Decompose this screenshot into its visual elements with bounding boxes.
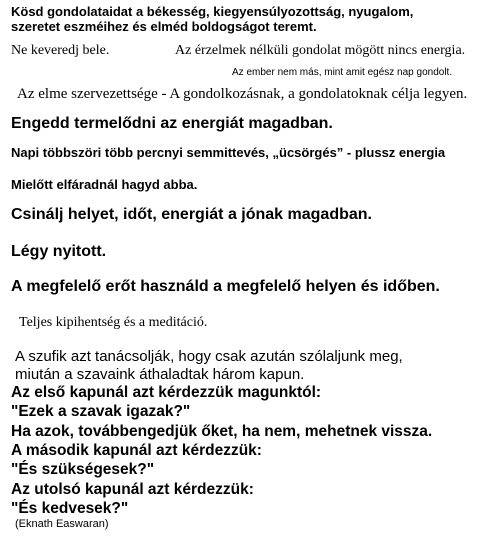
emotionless-thought: Az érzelmek nélküli gondolat mögött nincs energia. — [175, 43, 466, 58]
intro-line-1: Kösd gondolataidat a békesség, kiegyensúlyozottság, nyugalom, — [11, 4, 414, 19]
make-room: Csinálj helyet, időt, energiát a jónak magadban. — [11, 206, 372, 223]
sufi-line-3: Az első kapunál azt kérdezzük magunktól: — [11, 384, 322, 401]
daily-rest: Napi többszöri több percnyi semmittevés, „ücsörgés” - plussz energia — [11, 145, 446, 160]
sufi-line-7: "És szükségesek?" — [11, 461, 155, 478]
be-open: Légy nyitott. — [11, 243, 107, 260]
stop-before-tired: Mielőtt elfáradnál hagyd abba. — [11, 177, 198, 192]
sufi-line-6: A második kapunál azt kérdezzük: — [11, 442, 262, 459]
sufi-line-4: "Ezek a szavak igazak?" — [11, 403, 191, 420]
mind-organization: Az elme szervezettsége - A gondolkozásnak, a gondolatoknak célja legyen. — [17, 86, 468, 102]
small-note: Az ember nem más, mint amit egész nap gondolt. — [232, 67, 453, 78]
relaxation-meditation: Teljes kipihentség és a meditáció. — [19, 315, 208, 330]
right-force: A megfelelő erőt használd a megfelelő helyen és időben. — [11, 278, 440, 295]
dont-get-involved: Ne keveredj bele. — [11, 43, 110, 58]
sufi-line-5: Ha azok, továbbengedjük őket, ha nem, mehetnek vissza. — [11, 423, 433, 440]
sufi-line-8: Az utolsó kapunál azt kérdezzük: — [11, 481, 254, 498]
sufi-line-2: miután a szavaink áthaladtak három kapun. — [15, 366, 305, 383]
sufi-line-9: "És kedvesek?" — [11, 500, 129, 517]
energy-produce: Engedd termelődni az energiát magadban. — [11, 115, 333, 132]
intro-line-2: szeretet eszméihez és elméd boldogságot teremt. — [11, 19, 317, 34]
sufi-line-1: A szufik azt tanácsolják, hogy csak azután szólaljunk meg, — [15, 348, 403, 365]
attribution: (Eknath Easwaran) — [15, 518, 109, 530]
